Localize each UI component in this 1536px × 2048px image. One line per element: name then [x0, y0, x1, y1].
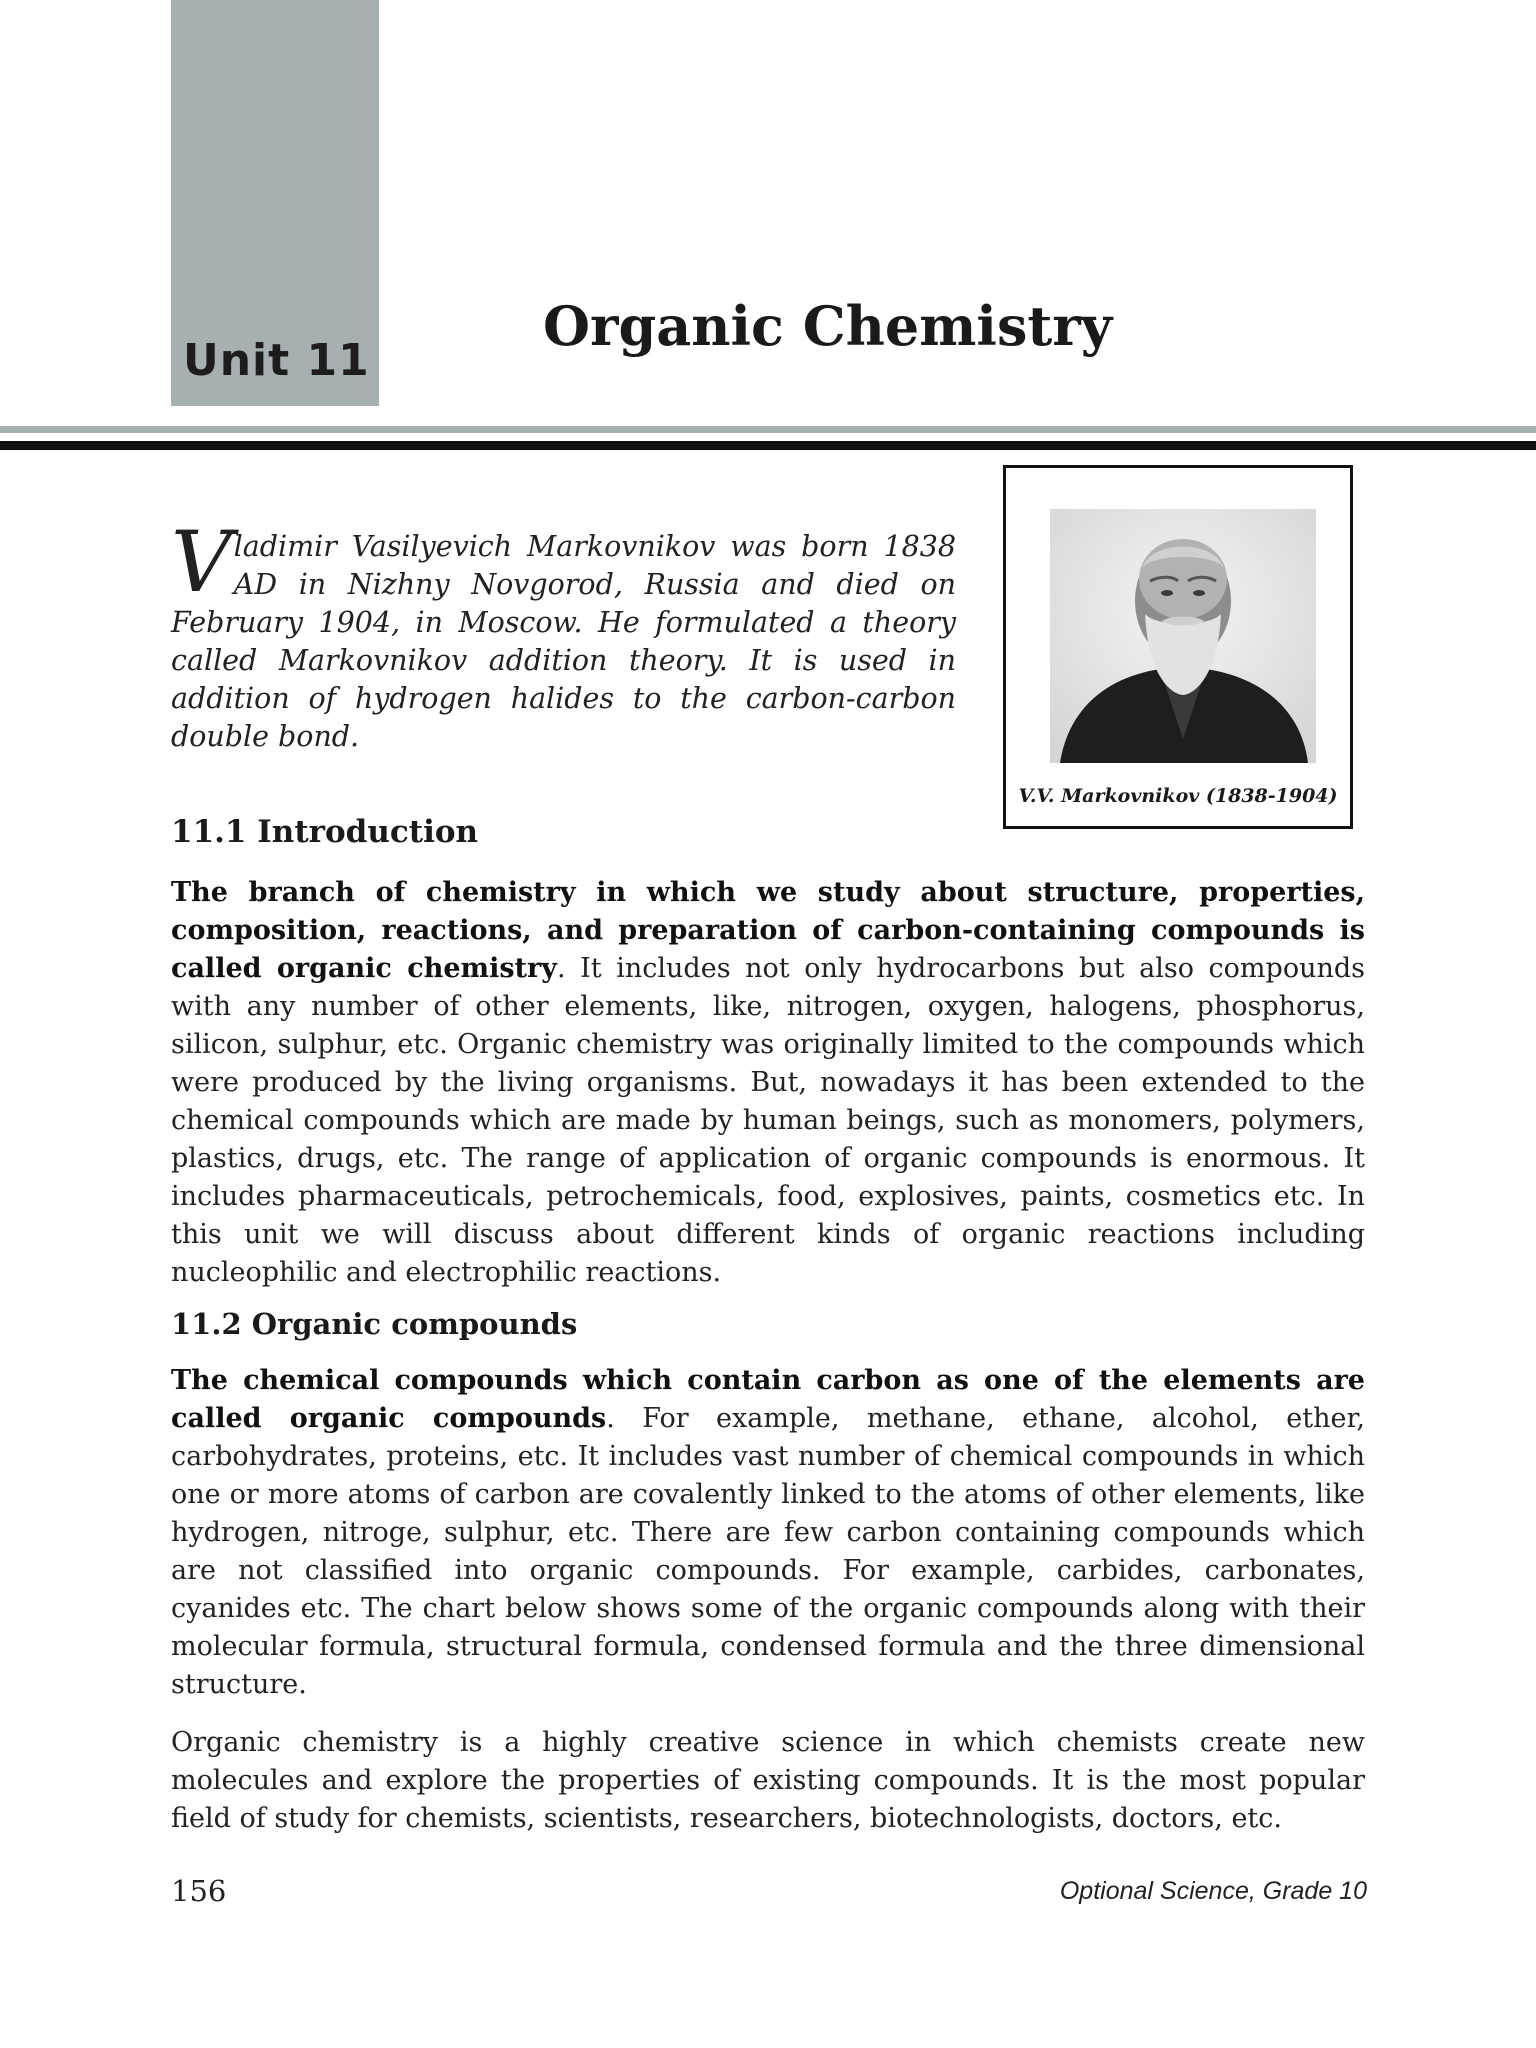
header-rule-black — [0, 441, 1536, 450]
drop-cap: V — [171, 513, 232, 611]
introduction-definition: The branch of chemistry in which we study about structure, properties, composition, reactions, and preparation of carbon-containing compounds is called organic chemistry — [171, 877, 1365, 984]
section-heading-organic-compounds: 11.2 Organic compounds — [171, 1307, 578, 1341]
organic-compounds-definition: The chemical compounds which contain carbon as one of the elements are called organic compounds — [171, 1365, 1365, 1434]
page-title: Organic Chemistry — [543, 294, 1113, 358]
portrait-photo — [1050, 509, 1316, 763]
organic-compounds-paragraph — [171, 1362, 1365, 1704]
book-title: Optional Science, Grade 10 — [1059, 1877, 1367, 1905]
unit-banner — [171, 0, 379, 406]
header-rule-grey — [0, 426, 1536, 433]
unit-label: Unit 11 — [183, 335, 370, 386]
page-number: 156 — [171, 1874, 227, 1908]
section-heading-introduction: 11.1 Introduction — [171, 814, 479, 850]
biography-text: ladimir Vasilyevich Markovnikov was born 1838 AD in Nizhny Novgorod, Russia and died on February 1904, in Moscow. He formulated a theory called Markovnikov addition theory. It is used in addition of hydrogen halides to the carbon-carbon double bond. — [171, 530, 956, 753]
introduction-paragraph — [171, 874, 1365, 1292]
organic-compounds-body: . For example, methane, ethane, alcohol, ether, carbohydrates, proteins, etc. It includes vast number of chemical compounds in which one or more atoms of carbon are covalently linked to the atoms of other elements, like hydrogen, nitroge, sulphur, etc. There are few carbon containing compounds which are not classified into organic compounds. For example, carbides, carbonates, cyanides etc. The chart below shows some of the organic compounds along with their molecular formula, structural formula, condensed formula and the three dimensional structure. — [171, 1403, 1365, 1700]
portrait-caption: V.V. Markovnikov (1838-1904) — [1018, 785, 1338, 807]
markovnikov-portrait-image — [1050, 509, 1316, 763]
biography-paragraph — [171, 513, 956, 756]
portrait-frame — [1003, 465, 1353, 829]
creative-science-paragraph: Organic chemistry is a highly creative science in which chemists create new molecules and explore the properties of existing compounds. It is the most popular field of study for chemists, scientists, researchers, biotechnologists, doctors, etc. — [171, 1727, 1365, 1834]
introduction-body: . It includes not only hydrocarbons but also compounds with any number of other elements, like, nitrogen, oxygen, halogens, phosphorus, silicon, sulphur, etc. Organic chemistry was originally limited to the compounds which were produced by the living organisms. But, nowadays it has been extended to the chemical compounds which are made by human beings, such as monomers, polymers, plastics, drugs, etc. The range of application of organic compounds is enormous. It includes pharmaceuticals, petrochemicals, food, explosives, paints, cosmetics etc. In this unit we will discuss about different kinds of organic reactions including nucleophilic and electrophilic reactions. — [171, 953, 1365, 1288]
